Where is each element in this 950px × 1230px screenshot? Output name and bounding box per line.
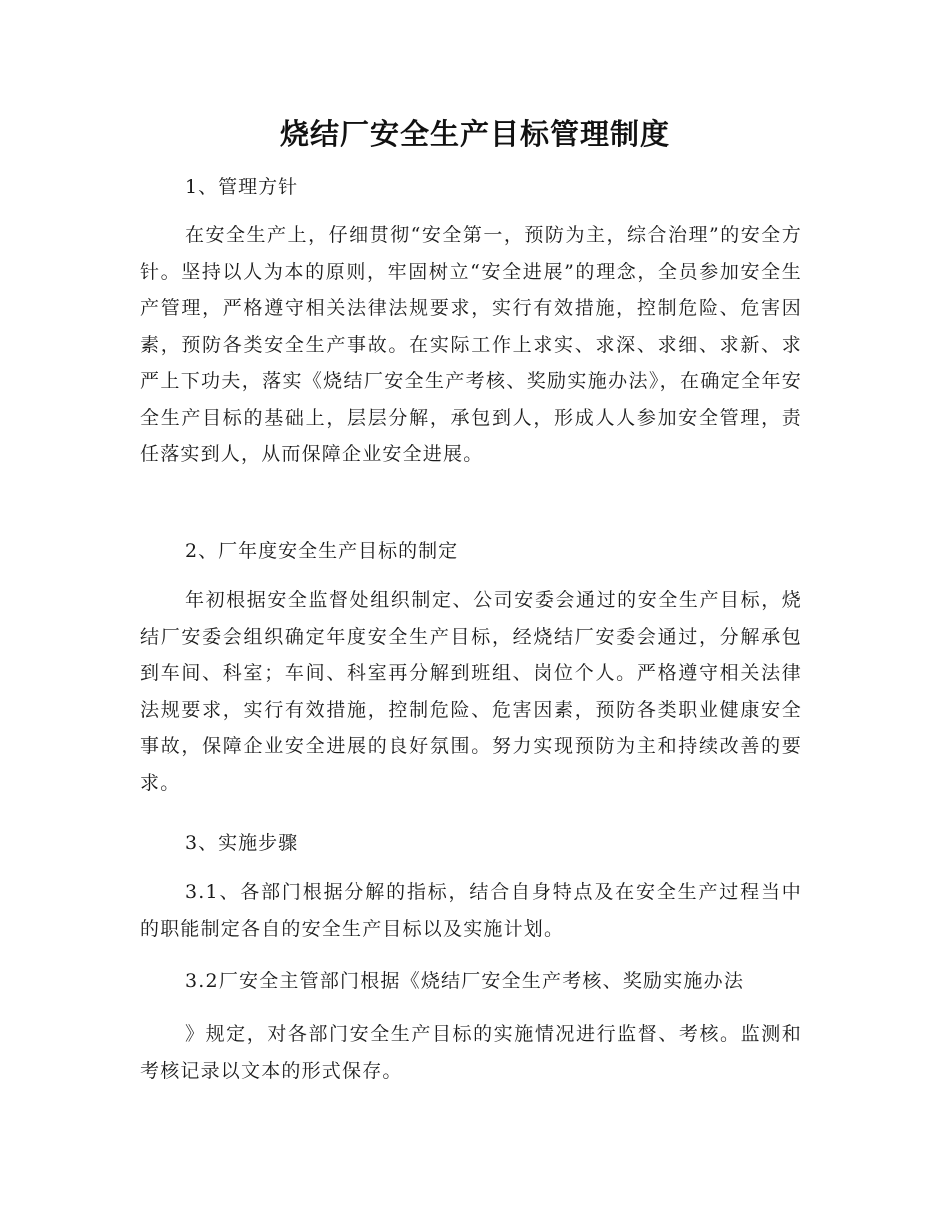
section-heading-annual-targets: 2、厂年度安全生产目标的制定 <box>185 540 459 562</box>
paragraph-annual-targets: 年初根据安全监督处组织制定、公司安委会通过的安全生产目标，烧结厂安委会组织确定年度安全生产目标，经烧结厂安委会通过，分解承包到车间、科室；车间、科室再分解到班组、岗位个人。严格遵守相关法律法规要求，实行有效措施，控制危险、危害因素，预防各类职业健康安全事故，保障企业安全进展的良好氛围。努力实现预防为主和持续改善的要求。 <box>140 589 802 794</box>
paragraph-step-3-1: 3.1、各部门根据分解的指标，结合自身特点及在安全生产过程当中的职能制定各自的安全生产目标以及实施计划。 <box>140 881 802 940</box>
paragraph-step-3-2-continued: 》规定，对各部门安全生产目标的实施情况进行监督、考核。监测和考核记录以文本的形式保存。 <box>140 1023 802 1082</box>
document-title: 烧结厂安全生产目标管理制度 <box>279 117 670 151</box>
section-heading-management-policy: 1、管理方针 <box>185 176 299 198</box>
section-heading-implementation-steps: 3、实施步骤 <box>185 832 299 854</box>
paragraph-step-3-2-first-line: 3.2厂安全主管部门根据《烧结厂安全生产考核、奖励实施办法 <box>185 970 745 992</box>
paragraph-management-policy: 在安全生产上，仔细贯彻“安全第一，预防为主，综合治理”的安全方针。坚持以人为本的原则，牢固树立“安全进展”的理念，全员参加安全生产管理，严格遵守相关法律法规要求，实行有效措施，控制危险、危害因素，预防各类安全生产事故。在实际工作上求实、求深、求细、求新、求严上下功夫，落实《烧结厂安全生产考核、奖励实施办法》，在确定全年安全生产目标的基础上，层层分解，承包到人，形成人人参加安全管理，责任落实到人，从而保障企业安全进展。 <box>140 224 802 465</box>
